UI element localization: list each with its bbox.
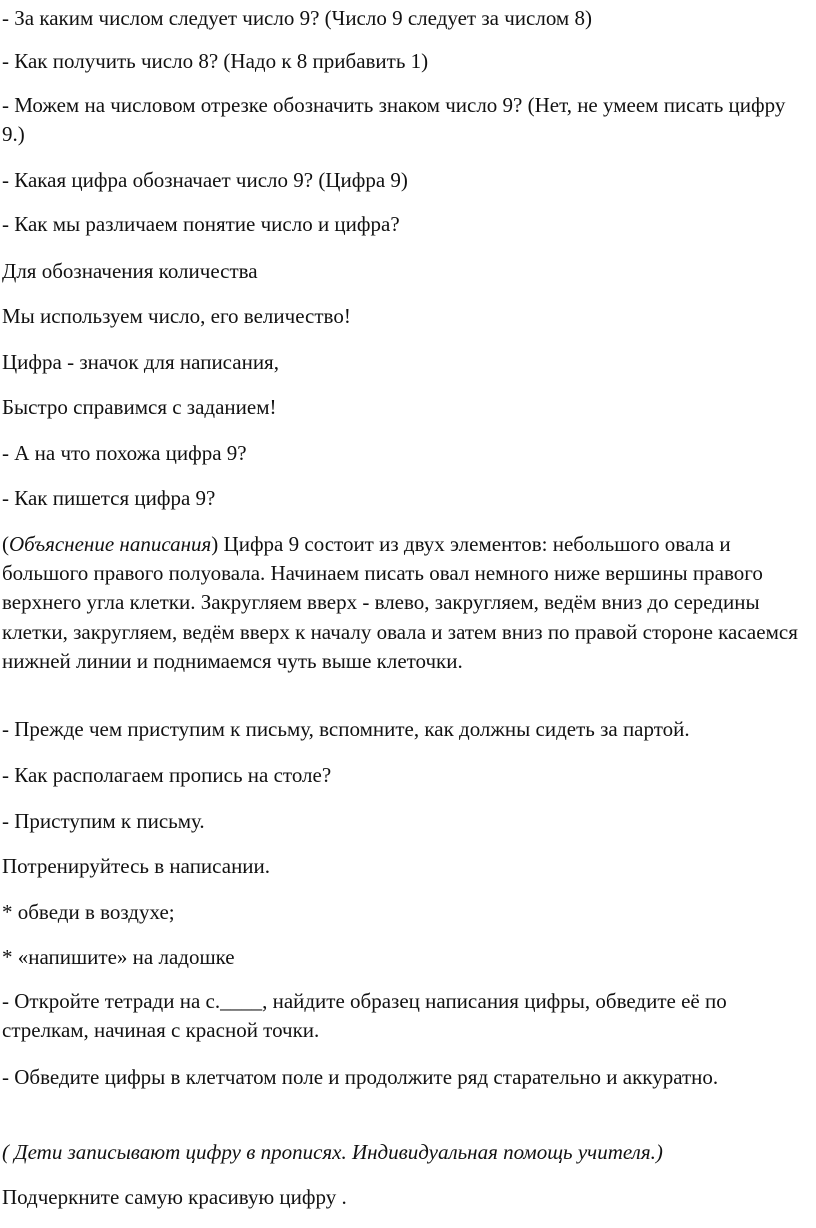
paragraph-underline: Подчеркните самую красивую цифру . [2,1185,347,1209]
list-item-air: * обведи в воздухе; [2,900,175,924]
explanation-text: Цифра 9 состоит из двух элементов: небольшого овала и большого правого полуовала. Начинаем писать овал немного ниже вершины правого верхнего угла клетки. Закругляем вверх - влево, закругляем, ведём вниз до середины клетки, закругляем, ведём вверх к началу овала и затем вниз по правой стороне касаемся нижней линии и поднимаемся чуть выше клеточки. [2,532,798,673]
poem-line-1: Для обозначения количества [2,259,258,283]
explanation-label: Объяснение написания [9,532,212,556]
paragraph-q1: - За каким числом следует число 9? (Число 9 следует за числом 8) [2,6,592,30]
paragraph-q2: - Как получить число 8? (Надо к 8 прибавить 1) [2,49,429,73]
paragraph-copybook: - Как располагаем пропись на столе? [2,763,332,787]
paragraph-q4: - Какая цифра обозначает число 9? (Цифра 9) [2,168,408,192]
italic-note: ( Дети записывают цифру в прописях. Индивидуальная помощь учителя.) [2,1140,663,1164]
poem-line-2: Мы используем число, его величество! [2,304,351,328]
paragraph-q6: - А на что похожа цифра 9? [2,441,247,465]
poem-line-4: Быстро справимся с заданием! [2,395,277,419]
explanation-paragraph [2,530,802,676]
paragraph-trace-digits: - Обведите цифры в клетчатом поле и продолжите ряд старательно и аккуратно. [2,1065,719,1089]
explanation-close-paren: ) [211,532,219,556]
paragraph-q3: - Можем на числовом отрезке обозначить знаком число 9? (Нет, не умеем писать цифру 9.) [2,93,786,146]
paragraph-q7: - Как пишется цифра 9? [2,486,216,510]
paragraph-practice: Потренируйтесь в написании. [2,854,271,878]
paragraph-posture: - Прежде чем приступим к письму, вспомните, как должны сидеть за партой. [2,717,690,741]
paragraph-start-writing: - Приступим к письму. [2,809,205,833]
list-item-palm: * «напишите» на ладошке [2,945,235,969]
paragraph-q5: - Как мы различаем понятие число и цифра? [2,212,400,236]
explanation-open-paren: ( [2,532,9,556]
poem-line-3: Цифра - значок для написания, [2,350,279,374]
paragraph-open-notebooks: - Откройте тетради на с.____, найдите образец написания цифры, обведите её по стрелкам, начиная с красной точки. [2,989,727,1042]
